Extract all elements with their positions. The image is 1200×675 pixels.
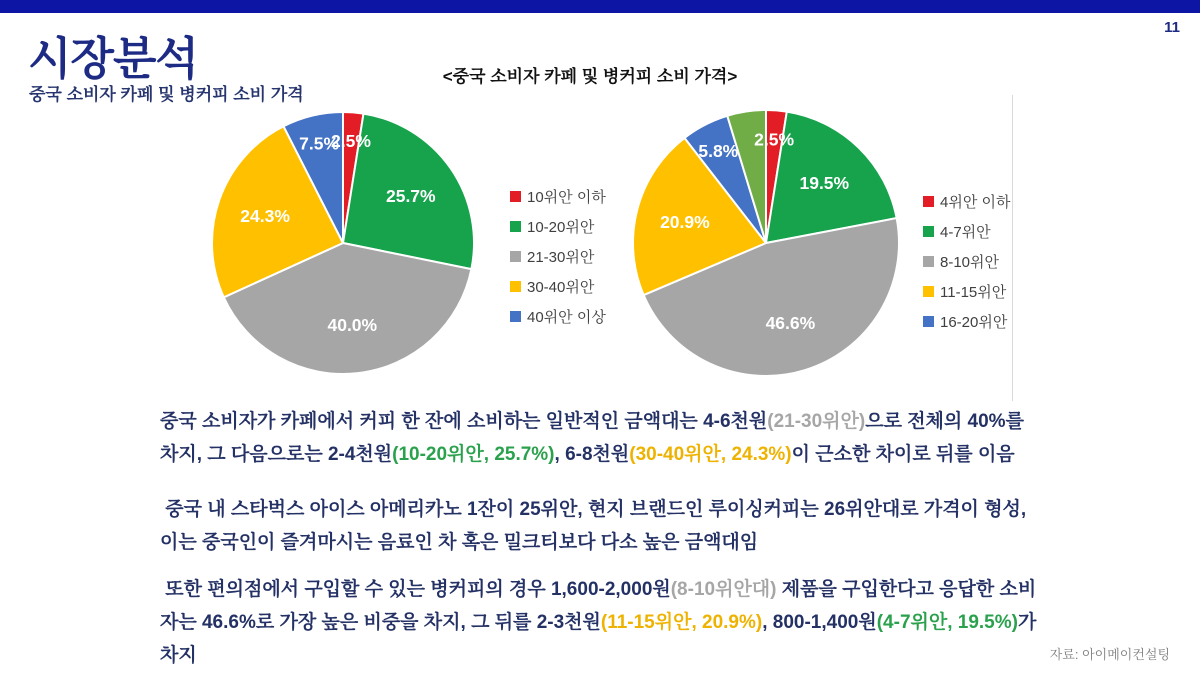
bottled-coffee-pie-legend <box>923 191 1010 332</box>
text-segment: (21-30위안) <box>767 411 866 432</box>
page-title: 시장분석 <box>28 33 198 84</box>
legend-item <box>923 311 1010 332</box>
legend-item <box>510 246 606 267</box>
legend-item <box>923 191 1010 212</box>
text-segment: 중국 소비자가 카페에서 커피 한 잔에 소비하는 일반적인 금액대는 4-6천원 <box>160 411 768 432</box>
text-segment: 중국 내 스타벅스 아이스 아메리카노 1잔이 25위안, 현지 브랜드인 루이싱커피는 26위안대로 가격이 형성, 이는 중국인이 즐겨마시는 음료인 차 혹은 밀크티보다 다소 높은 금액대임 <box>160 499 1032 553</box>
text-segment: 으로 전체의 40%를 차지, 그 다음으로는 2-4천원 <box>160 411 1030 465</box>
text-segment: 또한 편의점에서 구입할 수 있는 병커피의 경우 1,600-2,000원 <box>160 579 671 600</box>
bottled-coffee-price-pie-chart <box>626 103 906 383</box>
top-accent-bar <box>0 0 1200 13</box>
body-paragraph-starbucks-luckin <box>160 493 1042 559</box>
legend-item <box>510 306 606 327</box>
chart-border-line <box>1012 95 1013 401</box>
text-segment: 제품을 구입한다고 응답한 소비자는 46.6%로 가장 높은 비중을 차지, 그 뒤를 2-3천원 <box>160 579 1037 633</box>
legend-item <box>923 281 1010 302</box>
pie-data-label: 25.7% <box>385 186 436 206</box>
text-segment: (30-40위안, 24.3%) <box>629 444 792 465</box>
text-segment: , 800-1,400원 <box>762 612 877 633</box>
page-number: 11 <box>1164 19 1180 36</box>
body-paragraph-cafe-price <box>160 405 1042 471</box>
legend-swatch-icon <box>510 191 521 202</box>
text-segment: (4-7위안, 19.5%) <box>876 612 1018 633</box>
legend-label: 10-20위안 <box>527 219 595 236</box>
legend-swatch-icon <box>510 251 521 262</box>
pie-data-label: 5.8% <box>698 140 739 161</box>
text-segment: (11-15위안, 20.9%) <box>600 612 763 633</box>
legend-label: 40위안 이상 <box>527 309 606 326</box>
pie-data-label: 20.9% <box>660 211 710 232</box>
legend-label: 30-40위안 <box>527 279 595 296</box>
pie-data-label: 7.5% <box>299 133 340 154</box>
legend-label: 10위안 이하 <box>527 189 606 206</box>
page-subtitle: 중국 소비자 카페 및 병커피 소비 가격 <box>29 85 304 104</box>
chart-title: <중국 소비자 카페 및 병커피 소비 가격> <box>442 67 738 86</box>
legend-swatch-icon <box>923 316 934 327</box>
text-segment: (10-20위안, 25.7%) <box>392 444 555 465</box>
legend-swatch-icon <box>923 256 934 267</box>
legend-label: 4-7위안 <box>940 224 991 241</box>
body-paragraph-bottled-coffee <box>160 573 1042 672</box>
text-segment: (8-10위안대) <box>670 579 777 600</box>
legend-label: 16-20위안 <box>940 314 1008 331</box>
legend-label: 8-10위안 <box>940 254 1000 271</box>
pie-data-label: 24.3% <box>240 205 290 226</box>
legend-swatch-icon <box>510 221 521 232</box>
legend-item <box>923 251 1010 272</box>
legend-swatch-icon <box>923 196 934 207</box>
legend-swatch-icon <box>923 226 934 237</box>
pie-data-label: 2.5% <box>754 129 795 150</box>
legend-item <box>510 276 606 297</box>
legend-swatch-icon <box>510 311 521 322</box>
text-segment: 가 차지 <box>160 612 1042 666</box>
legend-swatch-icon <box>923 286 934 297</box>
pie-data-label: 2.5% <box>331 131 371 152</box>
legend-swatch-icon <box>510 281 521 292</box>
pie-data-label: 40.0% <box>327 315 378 335</box>
source-credit: 자료: 아이메이컨설팅 <box>1049 647 1170 662</box>
text-segment: , 6-8천원 <box>554 444 630 465</box>
legend-item <box>923 221 1010 242</box>
legend-item <box>510 186 606 207</box>
cafe-price-pie-chart <box>203 103 483 383</box>
pie-data-label: 46.6% <box>765 313 816 334</box>
pie-data-label: 19.5% <box>799 172 850 193</box>
legend-label: 4위안 이하 <box>940 194 1011 211</box>
legend-label: 11-15위안 <box>940 284 1007 301</box>
text-segment: 이 근소한 차이로 뒤를 이음 <box>791 444 1015 465</box>
legend-label: 21-30위안 <box>527 249 595 266</box>
cafe-pie-legend <box>510 186 606 327</box>
legend-item <box>510 216 606 237</box>
